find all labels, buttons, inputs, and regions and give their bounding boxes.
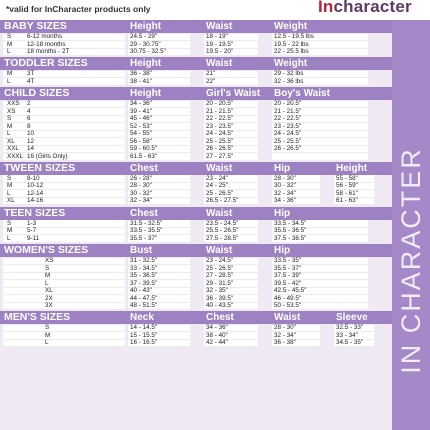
- column-header: Height: [336, 162, 368, 174]
- size-label: 3T: [27, 70, 35, 78]
- measurement-value: 58 - 61": [336, 189, 358, 197]
- measurement-value: 32 - 34": [274, 331, 296, 339]
- table-row: [0, 324, 392, 332]
- size-label: 3X: [45, 302, 53, 309]
- measurement-value: 32 - 36 lbs: [274, 77, 304, 85]
- measurement-value: 35.5 - 36.5": [274, 227, 307, 235]
- column-header: Weight: [274, 21, 308, 32]
- size-code: L: [7, 48, 11, 55]
- size-section: [0, 244, 392, 310]
- row-label-cell: [3, 198, 125, 205]
- measurement-value: 23 - 24.5": [206, 257, 234, 264]
- table-row: [0, 100, 392, 108]
- row-label-cell: [3, 340, 125, 347]
- measurement-value: 31.5 - 32.5": [130, 219, 163, 227]
- row-label-cell: [3, 78, 125, 85]
- measurement-value: 23 - 24": [206, 174, 228, 182]
- table-row: [0, 227, 392, 235]
- measurement-value: 52 - 53": [130, 122, 152, 130]
- size-label: L: [45, 339, 49, 347]
- column-header: Height: [130, 58, 162, 70]
- section-header: [0, 87, 392, 100]
- size-code: XXS: [7, 100, 20, 108]
- size-label: 6-12 months: [27, 33, 63, 40]
- measurement-value: 38 - 40": [206, 331, 228, 339]
- row-label-cell: [3, 183, 125, 190]
- row-label-cell: [3, 175, 125, 182]
- measurement-value: 23 - 23.5": [206, 122, 234, 130]
- section-header: [0, 244, 392, 257]
- measurement-value: 35.5 - 37": [130, 234, 158, 242]
- table-row: [0, 145, 392, 153]
- section-title: TODDLER SIZES: [4, 57, 88, 70]
- brand-logo: [318, 0, 412, 17]
- column-header: Height: [130, 21, 162, 32]
- measurement-value: 26 - 28": [130, 174, 152, 182]
- measurement-value: 29 - 32 lbs: [274, 70, 304, 78]
- column-header: Neck: [130, 312, 154, 324]
- table-row: [0, 33, 392, 41]
- measurement-value: 24.5 - 29": [130, 33, 158, 40]
- row-label-cell: [3, 332, 125, 339]
- row-label-cell: [3, 123, 125, 130]
- table-row: [0, 70, 392, 78]
- measurement-value: 38 - 41": [130, 77, 152, 85]
- measurement-value: 55 - 58": [336, 174, 358, 182]
- brand-logo-rest: character: [333, 0, 412, 16]
- size-label: 8: [27, 122, 31, 130]
- measurement-value: 26 - 26.5": [206, 145, 234, 153]
- size-label: 8-10: [27, 174, 40, 182]
- measurement-value: 33 - 34.5": [130, 264, 158, 272]
- table-row: [0, 153, 392, 161]
- measurement-value: 21 - 21.5": [206, 107, 234, 115]
- size-label: 10-12: [27, 182, 44, 190]
- size-label: L: [45, 279, 49, 287]
- table-row: [0, 197, 392, 205]
- measurement-value: 24 - 25": [206, 182, 228, 190]
- size-code: M: [7, 182, 13, 190]
- size-label: 5-7: [27, 227, 37, 235]
- section-title: BABY SIZES: [4, 20, 67, 32]
- size-section: [0, 207, 392, 243]
- size-section: [0, 57, 392, 85]
- measurement-value: 28 - 30": [274, 174, 296, 182]
- size-label: 18 months - 2T: [27, 48, 70, 55]
- row-label-cell: [3, 295, 125, 302]
- size-code: L: [7, 130, 11, 138]
- measurement-value: 31 - 32.5": [130, 257, 158, 264]
- measurement-value: 21 - 21.5": [274, 107, 302, 115]
- section-title: MEN'S SIZES: [4, 311, 71, 324]
- size-label: XS: [45, 257, 54, 264]
- table-row: [0, 115, 392, 123]
- size-label: M: [45, 331, 51, 339]
- column-header: Waist: [206, 162, 233, 174]
- row-label-cell: [3, 34, 125, 41]
- section-title: WOMEN'S SIZES: [4, 244, 89, 256]
- size-code: S: [7, 219, 12, 227]
- table-row: [0, 302, 392, 310]
- measurement-value: 16 - 16.5": [130, 339, 158, 347]
- row-label-cell: [3, 190, 125, 197]
- measurement-value: 19.5 - 20": [206, 48, 234, 55]
- measurement-value: 35 - 36.5": [130, 272, 158, 279]
- size-label: S: [45, 264, 50, 272]
- measurement-value: 33.5 - 35": [274, 257, 302, 264]
- measurement-value: 33 - 34": [336, 331, 358, 339]
- row-label-cell: [3, 280, 125, 287]
- size-chart: [0, 20, 392, 430]
- size-section: [0, 311, 392, 347]
- row-label-cell: [3, 228, 125, 235]
- row-label-cell: [3, 131, 125, 138]
- size-code: S: [7, 174, 12, 182]
- measurement-value: 25 - 26.5": [206, 264, 234, 272]
- row-label-cell: [3, 265, 125, 272]
- measurement-value: 24 - 24.5": [274, 130, 302, 138]
- measurement-value: 59 - 60.5": [130, 145, 158, 153]
- measurement-value: 42 - 44": [206, 339, 228, 347]
- row-label-cell: [3, 303, 125, 310]
- measurement-value: 20 - 20.5": [206, 100, 234, 108]
- measurement-value: 32 - 34": [130, 197, 152, 205]
- measurement-value: 19 - 19.5": [206, 40, 234, 48]
- measurement-value: 42.5 - 45.5": [274, 287, 307, 294]
- brand-logo-accent: In: [318, 0, 334, 16]
- column-header: Bust: [130, 245, 153, 256]
- measurement-value: 26.5 - 27.5": [206, 197, 239, 205]
- measurement-value: 40 - 43.5": [206, 302, 234, 309]
- measurement-value: 32 - 34": [274, 189, 296, 197]
- column-header: Girl's Waist: [206, 88, 261, 100]
- row-label-cell: [3, 258, 125, 265]
- size-label: 12-18 months: [27, 40, 66, 48]
- table-row: [0, 190, 392, 198]
- table-row: [0, 123, 392, 131]
- table-row: [0, 265, 392, 273]
- size-section: [0, 20, 392, 56]
- size-code: M: [7, 40, 13, 48]
- measurement-value: 21": [206, 70, 216, 78]
- measurement-value: 30 - 32": [274, 182, 296, 190]
- measurement-value: 37.5 - 38.5": [274, 234, 307, 242]
- size-label: 2: [27, 100, 31, 108]
- table-row: [0, 220, 392, 228]
- measurement-value: 35.5 - 37": [274, 264, 302, 272]
- measurement-value: 37 - 39.5": [130, 279, 158, 287]
- measurement-value: 22 - 22.5": [274, 115, 302, 123]
- row-label-cell: [3, 273, 125, 280]
- measurement-value: 45 - 46": [130, 115, 152, 123]
- column-header: Sleeve: [336, 312, 368, 324]
- table-row: [0, 287, 392, 295]
- column-header: Waist: [274, 312, 301, 324]
- measurement-value: 27.5 - 28.5": [206, 234, 239, 242]
- section-header: [0, 20, 392, 33]
- measurement-value: 28 - 30": [274, 324, 296, 332]
- size-code: XXXL: [7, 152, 24, 160]
- table-row: [0, 48, 392, 56]
- row-label-cell: [3, 116, 125, 123]
- measurement-value: 56 - 58": [130, 137, 152, 145]
- measurement-value: 25 - 25.5": [206, 137, 234, 145]
- measurement-value: 25 - 26.5": [206, 189, 234, 197]
- size-label: 4: [27, 107, 31, 115]
- size-code: M: [7, 122, 13, 130]
- measurement-value: 22": [206, 77, 216, 85]
- measurement-value: 56 - 59": [336, 182, 358, 190]
- size-code: S: [7, 115, 12, 123]
- table-row: [0, 138, 392, 146]
- size-label: S: [45, 324, 50, 332]
- measurement-value: 36 - 38": [130, 70, 152, 78]
- table-row: [0, 295, 392, 303]
- column-header: Hip: [274, 162, 291, 174]
- measurement-value: 34 - 36": [206, 324, 228, 332]
- size-code: M: [7, 70, 13, 78]
- measurement-value: 39.5 - 42": [274, 279, 302, 287]
- size-label: 6: [27, 115, 31, 123]
- table-row: [0, 257, 392, 265]
- column-header: Chest: [130, 207, 158, 219]
- measurement-value: 18 - 19": [206, 33, 228, 40]
- size-label: 12-14: [27, 189, 44, 197]
- measurement-value: 61 - 63": [336, 197, 358, 205]
- row-label-cell: [3, 220, 125, 227]
- measurement-value: 28 - 30": [130, 182, 152, 190]
- column-header: Height: [130, 88, 162, 100]
- measurement-value: 27 - 28.5": [206, 272, 234, 279]
- column-header: Waist: [206, 207, 233, 219]
- measurement-value: 24 - 24.5": [206, 130, 234, 138]
- value-cell-bg: [272, 153, 368, 160]
- measurement-value: 29 - 31.5": [206, 279, 234, 287]
- size-label: 12: [27, 137, 35, 145]
- measurement-value: 27 - 27.5": [206, 152, 234, 160]
- size-code: L: [7, 189, 11, 197]
- measurement-value: 20 - 20.5": [274, 100, 302, 108]
- column-header: Weight: [274, 58, 308, 70]
- measurement-value: 15 - 15.5": [130, 331, 158, 339]
- measurement-value: 32 - 35": [206, 287, 228, 294]
- size-code: S: [7, 33, 12, 40]
- measurement-value: 26 - 26.5": [274, 145, 302, 153]
- measurement-value: 29 - 30.75": [130, 40, 161, 48]
- table-row: [0, 175, 392, 183]
- size-section: [0, 162, 392, 205]
- table-row: [0, 339, 392, 347]
- row-label-cell: [3, 146, 125, 153]
- size-label: 14-16: [27, 197, 44, 205]
- brand-side-strip: [392, 20, 430, 430]
- measurement-value: 23.5 - 24.5": [206, 219, 239, 227]
- measurement-value: 36 - 38": [274, 339, 296, 347]
- measurement-value: 37.5 - 39": [274, 272, 302, 279]
- section-title: TWEEN SIZES: [4, 161, 76, 174]
- size-code: L: [7, 77, 11, 85]
- section-header: [0, 311, 392, 324]
- table-row: [0, 41, 392, 49]
- measurement-value: 40 - 43": [130, 287, 152, 294]
- measurement-value: 30 - 32": [130, 189, 152, 197]
- section-header: [0, 57, 392, 70]
- row-label-cell: [3, 325, 125, 332]
- size-label: 4T: [27, 77, 35, 85]
- measurement-value: 22 - 22.5": [206, 115, 234, 123]
- column-header: Boy's Waist: [274, 88, 330, 100]
- table-row: [0, 235, 392, 243]
- size-code: XL: [7, 137, 15, 145]
- validity-note: *valid for InCharacter products only: [6, 4, 151, 14]
- brand-side-text: IN CHARACTER: [395, 146, 426, 374]
- measurement-value: 25 - 25.5": [274, 137, 302, 145]
- column-header: Waist: [206, 21, 233, 32]
- measurement-value: 34 - 36": [274, 197, 296, 205]
- size-code: M: [7, 227, 13, 235]
- table-row: [0, 272, 392, 280]
- measurement-value: 32.5 - 33": [336, 324, 364, 332]
- measurement-value: 33.5 - 35.5": [130, 227, 163, 235]
- column-header: Hip: [274, 245, 291, 256]
- row-label-cell: [3, 235, 125, 242]
- column-header: Waist: [206, 245, 233, 256]
- measurement-value: 22 - 25.5 lbs: [274, 48, 309, 55]
- measurement-value: 34 - 36": [130, 100, 152, 108]
- size-code: L: [7, 234, 11, 242]
- measurement-value: 19.5 - 22 lbs: [274, 40, 309, 48]
- measurement-value: 33.5 - 34.5": [274, 219, 307, 227]
- section-header: [0, 207, 392, 220]
- column-header: Hip: [274, 207, 291, 219]
- row-label-cell: [3, 138, 125, 145]
- measurement-value: 50 - 53.5": [274, 302, 302, 309]
- table-row: [0, 280, 392, 288]
- table-row: [0, 130, 392, 138]
- size-code: XS: [7, 107, 16, 115]
- table-row: [0, 78, 392, 86]
- section-header: [0, 162, 392, 175]
- column-header: Chest: [130, 162, 158, 174]
- size-label: 10: [27, 130, 35, 138]
- row-label-cell: [3, 101, 125, 108]
- table-row: [0, 108, 392, 116]
- measurement-value: 34.5 - 35": [336, 339, 364, 347]
- size-label: 1-3: [27, 219, 37, 227]
- measurement-value: 39 - 41": [130, 107, 152, 115]
- size-code: XL: [7, 197, 15, 205]
- measurement-value: 30.75 - 32.5": [130, 48, 166, 55]
- size-label: 2X: [45, 294, 53, 302]
- measurement-value: 54 - 55": [130, 130, 152, 138]
- row-label-cell: [3, 71, 125, 78]
- size-label: M: [45, 272, 51, 279]
- size-label: XL: [45, 287, 53, 294]
- section-title: CHILD SIZES: [4, 87, 70, 100]
- column-header: Chest: [206, 312, 234, 324]
- measurement-value: 23 - 23.5": [274, 122, 302, 130]
- measurement-value: 36 - 39.5": [206, 294, 234, 302]
- top-bar: [0, 0, 430, 20]
- measurement-value: 14 - 14.5": [130, 324, 158, 332]
- size-label: 16 (Girls Only): [27, 152, 68, 160]
- measurement-value: 48 - 51.5": [130, 302, 158, 309]
- measurement-value: 61.5 - 63": [130, 152, 158, 160]
- measurement-value: 46 - 49.5": [274, 294, 302, 302]
- row-label-cell: [3, 108, 125, 115]
- size-label: 9-11: [27, 234, 40, 242]
- measurement-value: 44 - 47.5": [130, 294, 158, 302]
- measurement-value: 25.5 - 26.5": [206, 227, 239, 235]
- row-label-cell: [3, 288, 125, 295]
- table-row: [0, 182, 392, 190]
- measurement-value: 12.5 - 19.5 lbs: [274, 33, 314, 40]
- section-title: TEEN SIZES: [4, 206, 66, 219]
- size-section: [0, 87, 392, 160]
- size-code: XXL: [7, 145, 19, 153]
- column-header: Waist: [206, 58, 233, 70]
- table-row: [0, 332, 392, 340]
- size-label: 14: [27, 145, 35, 153]
